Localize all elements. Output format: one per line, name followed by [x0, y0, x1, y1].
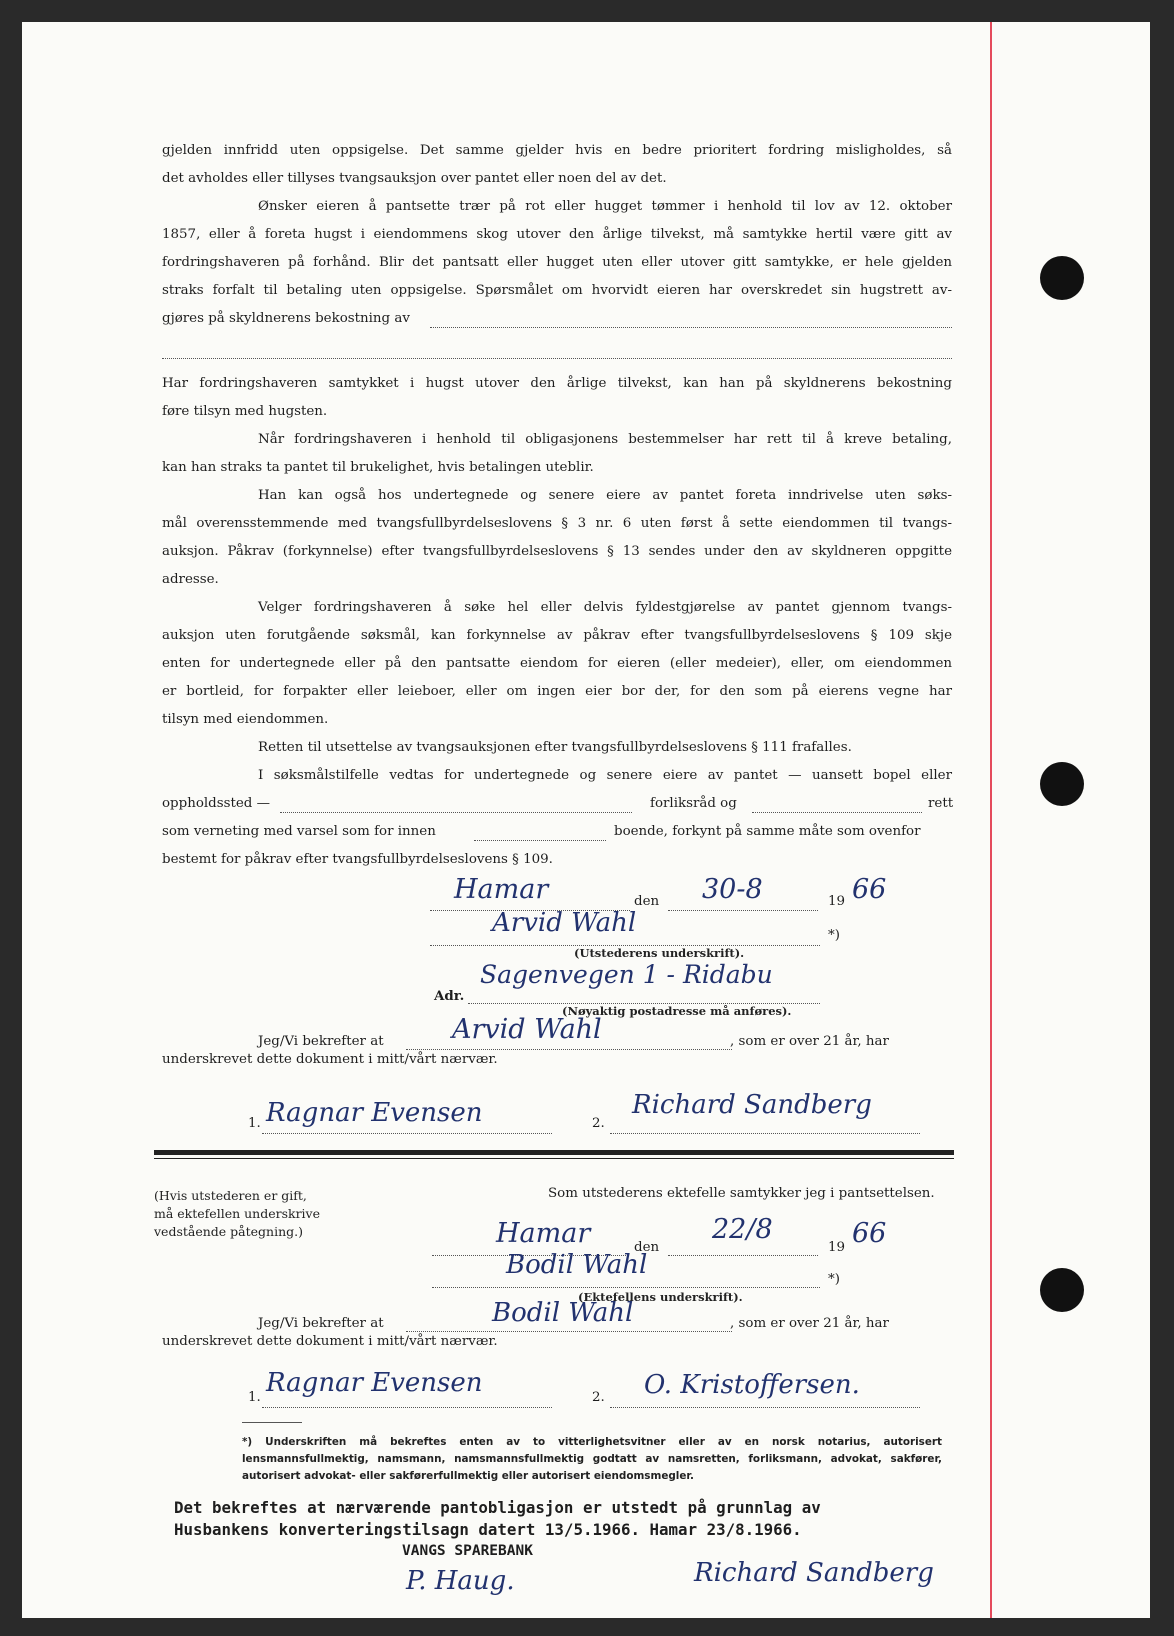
fill-line: [262, 1132, 552, 1134]
fill-line: [668, 909, 818, 911]
text-line: Har fordringshaveren samtykket i hugst utover den årlige tilvekst, kan han på skyldnerens bekostning: [162, 376, 952, 391]
witness-number: 2.: [592, 1116, 605, 1131]
text-line: auksjon uten forutgående søksmål, kan forkynnelse av påkrav efter tvangsfullbyrdelseslovens § 109 skje: [162, 628, 952, 643]
text-line: adresse.: [162, 572, 219, 587]
witness-signature: O. Kristoffersen.: [644, 1370, 860, 1400]
text-line: gjelden innfridd uten oppsigelse. Det samme gjelder hvis en bedre prioritert fordring misligholdes, så: [162, 143, 952, 158]
footnote-marker: *): [828, 1272, 840, 1287]
fill-line: [610, 1132, 920, 1134]
fill-line: [668, 1254, 818, 1256]
text-line: føre tilsyn med hugsten.: [162, 404, 328, 419]
footnote-rule: [242, 1422, 302, 1423]
fill-line: [752, 811, 922, 813]
handwritten-date: 30-8: [702, 874, 763, 905]
handwritten-place: Hamar: [496, 1218, 591, 1249]
text-line: forliksråd og: [650, 796, 737, 811]
text-line: Retten til utsettelse av tvangsauksjonen efter tvangsfullbyrdelseslovens § 111 frafalles.: [258, 740, 852, 755]
punch-hole: [1040, 762, 1084, 806]
text-line: boende, forkynt på samme måte som ovenfor: [614, 824, 921, 839]
text-line: Ønsker eieren å pantsette trær på rot eller hugget tømmer i henhold til lov av 12. oktober: [258, 199, 952, 214]
spouse-signature: Bodil Wahl: [506, 1250, 648, 1280]
text-line: gjøres på skyldnerens bekostning av: [162, 311, 410, 326]
text-line: rett: [928, 796, 954, 811]
document-page: [22, 22, 1150, 1618]
text-line: det avholdes eller tillyses tvangsauksjon over pantet eller noen del av det.: [162, 171, 667, 186]
text-line: mål overensstemmende med tvangsfullbyrdelseslovens § 3 nr. 6 uten først å sette eiendommen til tvangs-: [162, 516, 952, 531]
text-line: I søksmålstilfelle vedtas for undertegnede og senere eiere av pantet — uansett bopel eller: [258, 768, 952, 783]
fill-line: [474, 839, 606, 841]
fill-line: [406, 1048, 732, 1050]
fill-line: [610, 1406, 920, 1408]
witness-signature: Ragnar Evensen: [266, 1368, 483, 1398]
text-line: er bortleid, for forpakter eller leieboer, eller om ingen eier bor der, for den som på eierens vegne har: [162, 684, 952, 699]
handwritten-date: 22/8: [712, 1214, 773, 1245]
confirm-text: Jeg/Vi bekrefter at: [258, 1316, 384, 1331]
fill-line: [430, 326, 952, 328]
confirm-text: , som er over 21 år, har: [730, 1316, 889, 1331]
section-divider: [154, 1158, 954, 1159]
issuer-signature: Arvid Wahl: [492, 908, 637, 938]
spouse-consent: Som utstederens ektefelle samtykker jeg i pantsettelsen.: [548, 1186, 935, 1201]
signature-caption: (Ektefellens underskrift).: [578, 1290, 743, 1304]
text-line: 1857, eller å foreta hugst i eiendommens skog utover den årlige tilvekst, må samtykke hertil være gitt av: [162, 227, 952, 242]
margin-line: [990, 22, 992, 1618]
punch-hole: [1040, 256, 1084, 300]
spouse-note: (Hvis utstederen er gift,: [154, 1188, 307, 1203]
text-line: enten for undertegnede eller på den pantsatte eiendom for eieren (eller medeier), eller, om eiendommen: [162, 656, 952, 671]
footnote-text: *) Underskriften må bekreftes enten av to vitterlighetsvitner eller av en norsk notarius, autorisert lensmannsfullmektig, namsmann, namsmannsfullmektig godtatt av namsretten, forliksmann, advokat, sakfører, autorisert advokat- eller sakførerfullmektig eller autorisert eiendomsmegler.: [242, 1436, 942, 1482]
bank-signature: Richard Sandberg: [694, 1558, 934, 1588]
label-year-prefix: 19: [828, 894, 846, 909]
address-caption: (Nøyaktig postadresse må anføres).: [562, 1004, 792, 1018]
witness-number: 1.: [248, 1116, 261, 1131]
spouse-note: vedstående påtegning.): [154, 1224, 303, 1239]
text-line: fordringshaveren på forhånd. Blir det pantsatt eller hugget uten eller utover gitt samtykke, er hele gjelden: [162, 255, 952, 270]
label-den: den: [634, 894, 660, 909]
confirm-text: underskrevet dette dokument i mitt/vårt nærvær.: [162, 1052, 498, 1067]
text-line: som verneting med varsel som for innen: [162, 824, 436, 839]
text-line: Når fordringshaveren i henhold til obligasjonens bestemmelser har rett til å kreve betaling,: [258, 432, 952, 447]
text-line: Han kan også hos undertegnede og senere eiere av pantet foreta inndrivelse uten søks-: [258, 488, 952, 503]
fill-line: [262, 1406, 552, 1408]
witness-number: 2.: [592, 1390, 605, 1405]
witness-signature: Richard Sandberg: [632, 1090, 872, 1120]
confirm-text: , som er over 21 år, har: [730, 1034, 889, 1049]
text-line: oppholdssted —: [162, 796, 271, 811]
signature-caption: (Utstederens underskrift).: [574, 946, 745, 960]
handwritten-place: Hamar: [454, 874, 549, 905]
confirm-text: Jeg/Vi bekrefter at: [258, 1034, 384, 1049]
text-line: kan han straks ta pantet til brukelighet, hvis betalingen uteblir.: [162, 460, 594, 475]
section-divider: [154, 1150, 954, 1155]
label-year-prefix: 19: [828, 1240, 846, 1255]
witness-number: 1.: [248, 1390, 261, 1405]
handwritten-name: Bodil Wahl: [492, 1298, 634, 1328]
witness-signature: Ragnar Evensen: [266, 1098, 483, 1128]
fill-line: [162, 357, 952, 359]
handwritten-year: 66: [852, 874, 887, 905]
fill-line: [406, 1330, 732, 1332]
text-line: tilsyn med eiendommen.: [162, 712, 329, 727]
text-line: auksjon. Påkrav (forkynnelse) efter tvangsfullbyrdelseslovens § 13 sendes under den av skyldneren oppgitte: [162, 544, 952, 559]
footnote-marker: *): [828, 928, 840, 943]
punch-hole: [1040, 1268, 1084, 1312]
text-line: Velger fordringshaveren å søke hel eller delvis fyldestgjørelse av pantet gjennom tvangs-: [258, 600, 952, 615]
handwritten-address: Sagenvegen 1 - Ridabu: [480, 960, 773, 989]
handwritten-year: 66: [852, 1218, 887, 1249]
label-den: den: [634, 1240, 660, 1255]
bank-signature: P. Haug.: [406, 1566, 515, 1596]
address-label: Adr.: [434, 988, 465, 1004]
fill-line: [432, 1286, 820, 1288]
text-line: straks forfalt til betaling uten oppsigelse. Spørsmålet om hvorvidt eieren har overskredet sin hugstrett av-: [162, 283, 952, 298]
confirm-text: underskrevet dette dokument i mitt/vårt nærvær.: [162, 1334, 498, 1349]
text-line: bestemt for påkrav efter tvangsfullbyrdelseslovens § 109.: [162, 852, 553, 867]
stamp-line: Det bekreftes at nærværende pantobligasjon er utstedt på grunnlag av: [174, 1498, 821, 1517]
stamp-line: Husbankens konverteringstilsagn datert 13/5.1966. Hamar 23/8.1966.: [174, 1520, 802, 1539]
handwritten-name: Arvid Wahl: [452, 1014, 602, 1045]
spouse-note: må ektefellen underskrive: [154, 1206, 321, 1221]
bank-name: VANGS SPAREBANK: [402, 1543, 533, 1559]
fill-line: [280, 811, 632, 813]
